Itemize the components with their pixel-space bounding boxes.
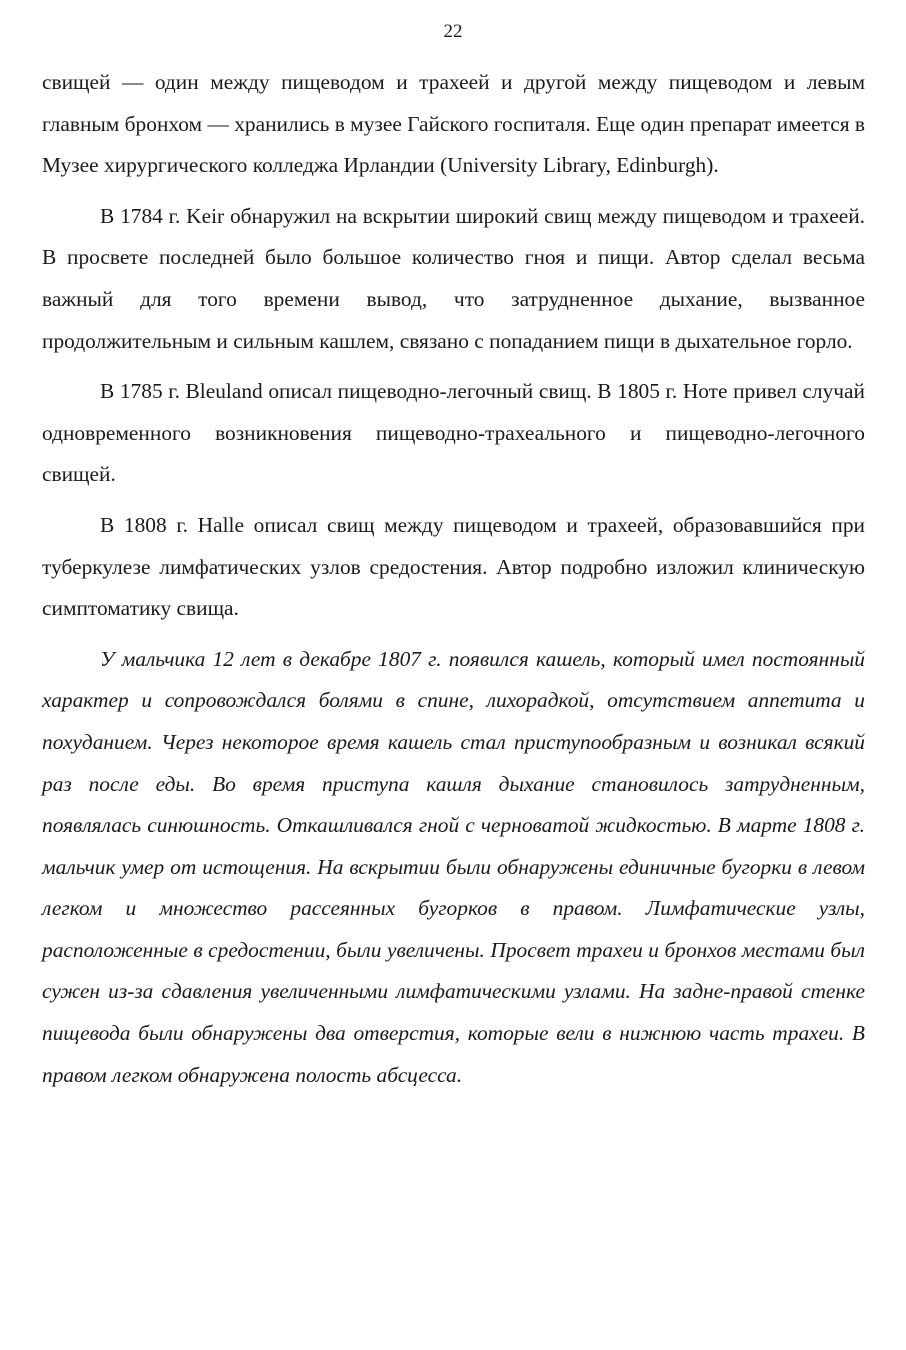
paragraph-bleuland-1785: В 1785 г. Bleuland описал пищеводно-легочный свищ. В 1805 г. Ноте привел случай одновременного возникновения пищеводно-трахеального и пищеводно-легочного свищей.: [42, 379, 865, 487]
page-number: 22: [443, 21, 463, 42]
paragraph-case-report: У мальчика 12 лет в декабре 1807 г. появился кашель, который имел постоянный характер и сопровождался болями в спине, лихорадкой, отсутствием аппетита и похуданием. Через некоторое время кашель стал приступообразным и возникал всякий раз после еды. Во время приступа кашля дыхание становилось затрудненным, появлялась синюшность. Откашливался гной с черноватой жидкостью. В марте 1808 г. мальчик умер от истощения. На вскрытии были обнаружены единичные бугорки в левом легком и множество рассеянных бугорков в правом. Лимфатические узлы, расположенные в средостении, были увеличены. Просвет трахеи и бронхов местами был сужен из-за сдавления увеличенными лимфатическими узлами. На задне-правой стенке пищевода были обнаружены два отверстия, которые вели в нижнюю часть трахеи. В правом легком обнаружена полость абсцесса.: [42, 646, 865, 1087]
paragraph-halle-1808: В 1808 г. Halle описал свищ между пищеводом и трахеей, образовавшийся при туберкулезе лимфатических узлов средостения. Автор подробно изложил клиническую симптоматику свища.: [42, 512, 865, 621]
paragraph-fistula-museum: свищей — один между пищеводом и трахеей и другой между пищеводом и левым главным бронхом — хранились в музее Гайского госпиталя. Еще один препарат имеется в Музее хирургического колледжа Ирландии (University Library, Edinburgh).: [42, 70, 865, 178]
body-text: [42, 62, 865, 1096]
paragraph-keir-1784: В 1784 г. Keir обнаружил на вскрытии широкий свищ между пищеводом и трахеей. В просвете последней было большое количество гноя и пищи. Автор сделал весьма важный для того времени вывод, что затрудненное дыхание, вызванное продолжительным и сильным кашлем, связано с попаданием пищи в дыхательное горло.: [42, 203, 865, 353]
